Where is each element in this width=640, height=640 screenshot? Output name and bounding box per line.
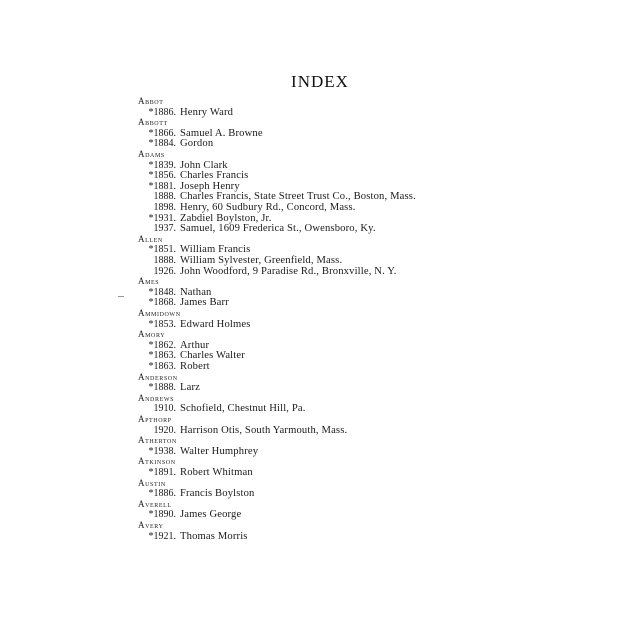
index-entry [0,446,640,457]
entry-name: William Francis [180,244,251,256]
surname-heading: Austin [138,477,166,488]
entry-name: William Sylvester, Greenfield, Mass. [180,255,343,266]
index-entry [0,128,640,139]
index-entry [0,170,640,181]
entry-name: Charles Francis, State Street Trust Co., Boston, Mass. [180,191,416,203]
surname-heading: Avery [138,520,164,530]
index-entry [0,382,640,393]
entry-name: Larz [180,382,201,394]
entry-name: John Woodford, 9 Paradise Rd., Bronxville, N. Y. [180,265,397,277]
entry-year: *1921. [148,530,176,542]
entry-name: Joseph Henry [180,180,240,192]
entry-year: *1863. [148,350,176,362]
entry-name: Nathan [180,286,212,298]
entry-year: *1886. [148,106,176,118]
entry-name: Thomas Morris [180,530,248,542]
entry-name: Samuel, 1609 Frederica St., Owensboro, Ky. [180,223,376,235]
entry-year: *1862. [148,339,176,351]
entry-year: *1851. [148,244,176,256]
entry-name: Samuel A. Browne [180,127,263,139]
index-entry [0,266,640,277]
entry-year: 1910. [153,403,176,415]
index-entry [0,319,640,330]
index-entry [0,107,640,118]
surname-heading: Adams [138,149,165,159]
entry-year: *1856. [148,170,176,182]
index-entry [0,340,640,351]
index-entry [0,223,640,234]
entry-year: *1891. [148,467,176,478]
surname-heading: Atkinson [138,456,176,467]
index-entry [0,181,640,192]
entry-year: *1890. [148,509,176,521]
index-entry [0,213,640,224]
index-entry [0,255,640,266]
entry-name: James George [180,509,242,521]
surname-heading: Allen [138,233,163,244]
index-entry [0,531,640,542]
entry-name: Arthur [180,339,210,351]
entry-year: 1926. [153,265,176,277]
surname-heading: Abbot [138,96,164,106]
surname-heading: Andrews [138,392,175,403]
entry-name: James Barr [180,297,229,309]
entry-year: *1868. [148,297,176,309]
entry-year: 1920. [153,424,176,436]
surname-heading: Anderson [138,371,178,382]
entry-year: *1931. [148,212,176,224]
index-entry [0,138,640,149]
entry-name: Francis Boylston [180,488,255,500]
surname-heading: Atherton [138,435,177,446]
entry-name: Henry Ward [180,106,234,118]
index-entry [0,403,640,414]
index-entry [0,287,640,298]
index-entry [0,361,640,372]
entry-name: Harrison Otis, South Yarmouth, Mass. [180,424,348,436]
entry-year: *1884. [148,138,176,150]
surname-heading: Amory [138,329,166,340]
entry-year: 1898. [153,202,176,213]
entry-year: *1938. [148,445,176,457]
entry-year: *1866. [148,127,176,139]
entry-year: 1888. [153,255,176,266]
surname-heading: Apthorp [138,414,172,424]
index-entry [0,191,640,202]
entry-name: Zabdiel Boylston, Jr. [180,212,272,224]
entry-year: *1886. [148,488,176,500]
index-entry [0,467,640,478]
entry-name: Edward Holmes [180,318,251,330]
entry-year: *1881. [148,180,176,192]
page-title: INDEX [291,72,349,91]
entry-year: *1839. [148,159,176,171]
entry-name: Henry, 60 Sudbury Rd., Concord, Mass. [180,202,356,213]
entry-name: Charles Francis [180,170,249,182]
entry-name: Gordon [180,138,214,150]
entry-name: Robert Whitman [180,467,253,478]
entry-name: Charles Walter [180,350,245,362]
entry-year: *1848. [148,286,176,298]
entry-name: Schofield, Chestnut Hill, Pa. [180,403,306,415]
entry-year: *1888. [148,382,176,394]
entry-name: John Clark [180,159,228,171]
entry-year: *1863. [148,361,176,372]
index-entry [0,297,640,308]
index-entry [0,488,640,499]
entry-year: *1853. [148,318,176,330]
index-entry [0,202,640,213]
entry-year: 1937. [153,223,176,235]
index-entry [0,160,640,171]
index-entry [0,509,640,520]
surname-heading: Abbott [138,117,168,128]
index-entry [0,350,640,361]
surname-heading: Ammidown [138,308,181,318]
index-entry [0,425,640,436]
index-entry [0,244,640,255]
entry-name: Robert [180,361,210,372]
surname-heading: Averell [138,498,172,509]
entry-year: 1888. [153,191,176,203]
entry-name: Walter Humphrey [180,445,259,457]
surname-heading: Ames [138,276,160,287]
